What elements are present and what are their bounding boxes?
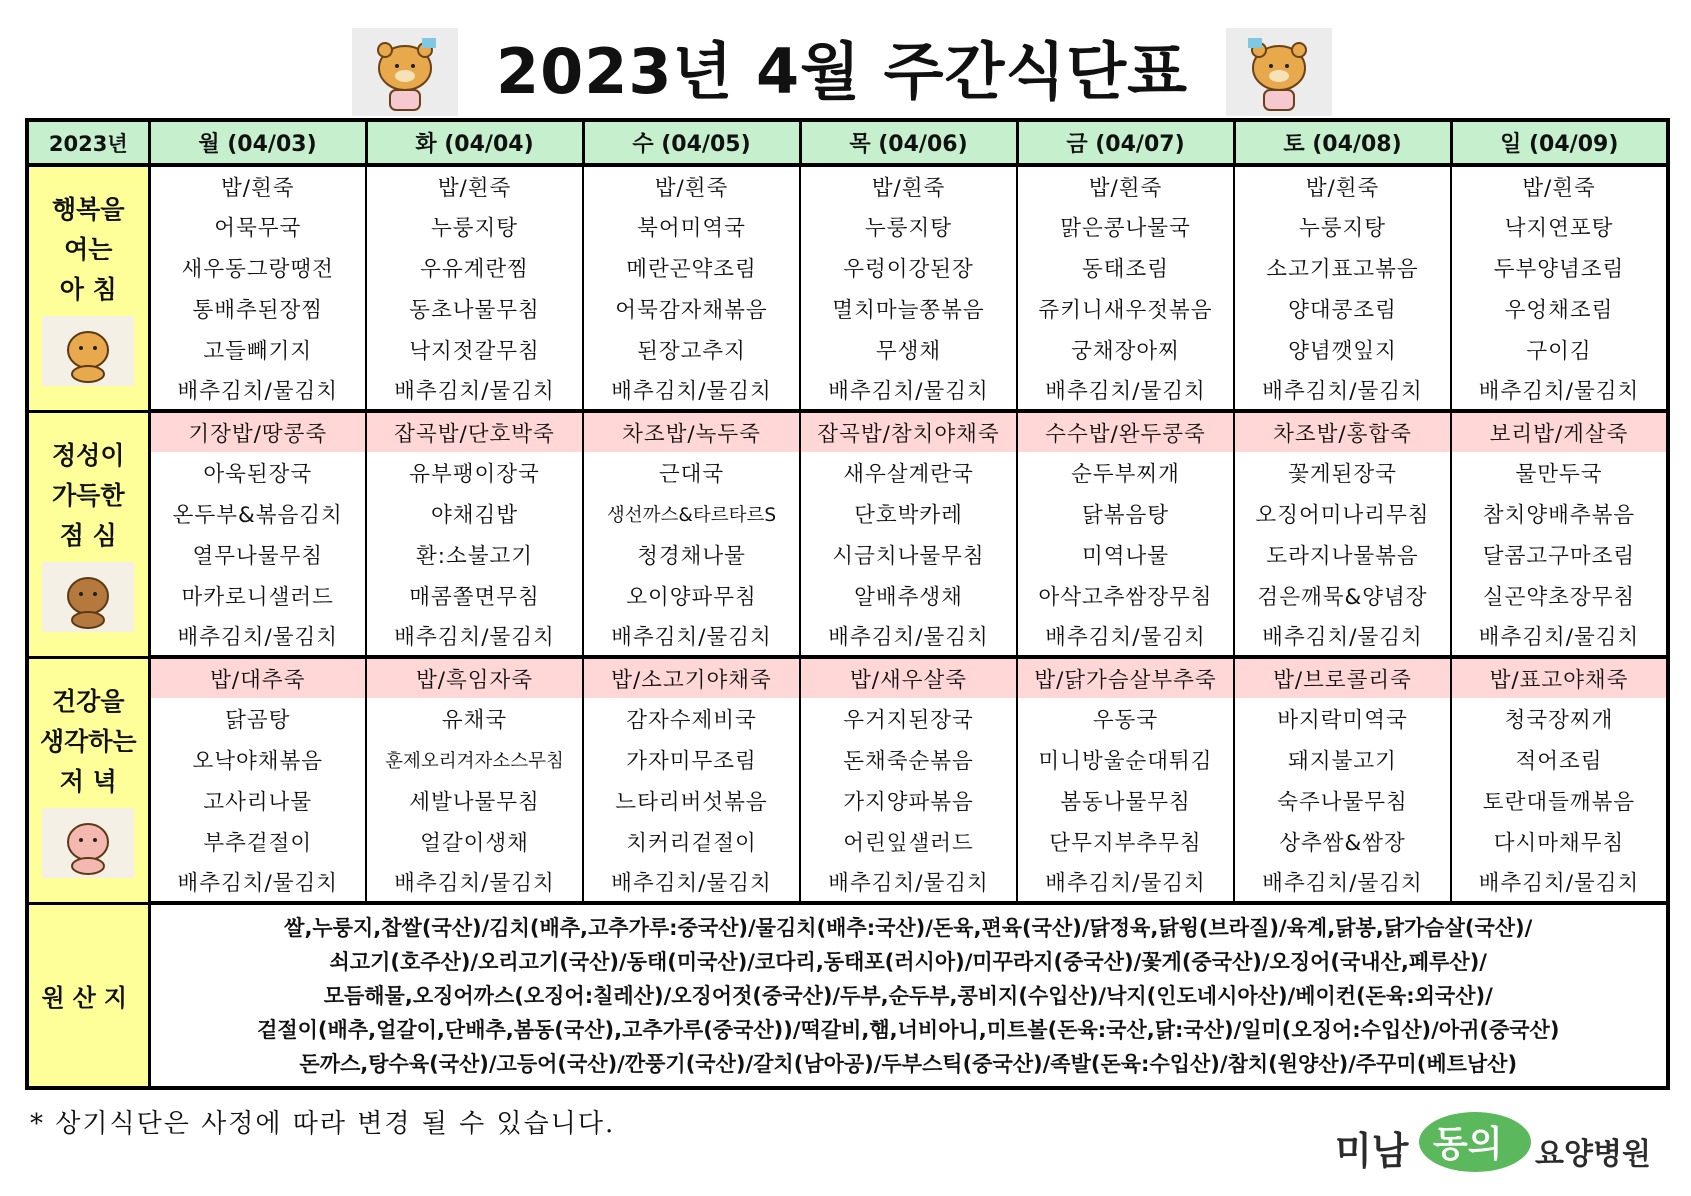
menu-item: 된장고추지 xyxy=(583,329,800,370)
menu-item: 배추김치/물김치 xyxy=(149,862,366,903)
menu-item: 우엉채조림 xyxy=(1451,288,1668,329)
menu-item: 적어조림 xyxy=(1451,739,1668,780)
meal-label-line: 가득한 xyxy=(52,481,125,510)
year-header: 2023년 xyxy=(27,120,149,165)
menu-item: 도라지나물볶음 xyxy=(1234,534,1451,575)
menu-item: 청국장찌개 xyxy=(1451,698,1668,739)
menu-item: 밥/흰죽 xyxy=(149,165,366,206)
menu-item: 순두부찌개 xyxy=(1017,452,1234,493)
menu-item: 새우살계란국 xyxy=(800,452,1017,493)
meal-label-dinner xyxy=(27,657,149,903)
menu-item: 배추김치/물김치 xyxy=(366,862,583,903)
meal-label-line: 생각하는 xyxy=(39,727,137,756)
origin-line: 겉절이(배추,얼갈이,단배추,봄동(국산),고추가루(중국산))/떡갈비,햄,너비아니,미트볼(돈육:국산,닭:국산)/일미(오징어:수입산)/아귀(중국산) xyxy=(257,1017,1560,1042)
menu-item: 밥/소고기야채죽 xyxy=(583,657,800,698)
menu-item: 배추김치/물김치 xyxy=(1234,862,1451,903)
menu-item: 달콤고구마조림 xyxy=(1451,534,1668,575)
menu-item: 근대국 xyxy=(583,452,800,493)
menu-item: 배추김치/물김치 xyxy=(1017,616,1234,657)
menu-row xyxy=(27,370,1668,411)
menu-item: 두부양념조림 xyxy=(1451,247,1668,288)
menu-item: 바지락미역국 xyxy=(1234,698,1451,739)
menu-item: 메란곤약조림 xyxy=(583,247,800,288)
menu-item: 유채국 xyxy=(366,698,583,739)
menu-item: 봄동나물무침 xyxy=(1017,780,1234,821)
menu-item: 밥/흰죽 xyxy=(1017,165,1234,206)
origin-line: 쇠고기(호주산)/오리고기(국산)/동태(미국산)/코다리,동태포(러시아)/미꾸라지(중국산)/꽃게(중국산)/오징어(국내산,페루산)/ xyxy=(329,949,1487,974)
menu-item: 무생채 xyxy=(800,329,1017,370)
menu-item: 오징어미나리무침 xyxy=(1234,493,1451,534)
origin-text xyxy=(149,903,1668,1088)
menu-item: 기장밥/땅콩죽 xyxy=(149,411,366,452)
menu-item: 야채김밥 xyxy=(366,493,583,534)
menu-item: 밥/새우살죽 xyxy=(800,657,1017,698)
menu-item: 단호박카레 xyxy=(800,493,1017,534)
menu-body xyxy=(27,165,1668,1088)
menu-item: 밥/표고야채죽 xyxy=(1451,657,1668,698)
menu-item: 어묵감자채볶음 xyxy=(583,288,800,329)
menu-row xyxy=(27,657,1668,698)
meal-label-line: 여는 xyxy=(64,235,113,265)
menu-item: 느타리버섯볶음 xyxy=(583,780,800,821)
menu-row xyxy=(27,165,1668,206)
menu-item: 배추김치/물김치 xyxy=(800,616,1017,657)
menu-item: 차조밥/녹두죽 xyxy=(583,411,800,452)
menu-item: 밥/닭가슴살부추죽 xyxy=(1017,657,1234,698)
day-header-row xyxy=(27,120,1668,165)
menu-item: 밥/흰죽 xyxy=(1451,165,1668,206)
menu-item: 배추김치/물김치 xyxy=(583,616,800,657)
menu-item: 아삭고추쌈장무침 xyxy=(1017,575,1234,616)
menu-item: 배추김치/물김치 xyxy=(1451,616,1668,657)
menu-item: 참치양배추볶음 xyxy=(1451,493,1668,534)
menu-item: 물만두국 xyxy=(1451,452,1668,493)
menu-item: 마카로니샐러드 xyxy=(149,575,366,616)
menu-item: 동초나물무침 xyxy=(366,288,583,329)
menu-row xyxy=(27,534,1668,575)
menu-item: 배추김치/물김치 xyxy=(1017,862,1234,903)
menu-item: 우거지된장국 xyxy=(800,698,1017,739)
menu-item: 구이김 xyxy=(1451,329,1668,370)
day-header: 화 (04/04) xyxy=(366,120,583,165)
menu-item: 얼갈이생채 xyxy=(366,821,583,862)
menu-item: 수수밥/완두콩죽 xyxy=(1017,411,1234,452)
weekly-menu-table xyxy=(25,118,1670,1090)
menu-row xyxy=(27,247,1668,288)
title-bar xyxy=(352,26,1332,118)
menu-item: 시금치나물무침 xyxy=(800,534,1017,575)
footnote: * 상기식단은 사정에 따라 변경 될 수 있습니다. xyxy=(30,1109,616,1139)
menu-item: 배추김치/물김치 xyxy=(1234,616,1451,657)
menu-row xyxy=(27,821,1668,862)
menu-item: 청경채나물 xyxy=(583,534,800,575)
menu-item: 배추김치/물김치 xyxy=(1017,370,1234,411)
menu-item: 닭볶음탕 xyxy=(1017,493,1234,534)
menu-item: 누룽지탕 xyxy=(1234,206,1451,247)
menu-item: 감자수제비국 xyxy=(583,698,800,739)
menu-item: 차조밥/홍합죽 xyxy=(1234,411,1451,452)
menu-item: 오낙야채볶음 xyxy=(149,739,366,780)
character-sticker-icon xyxy=(42,316,134,386)
menu-item: 꽃게된장국 xyxy=(1234,452,1451,493)
menu-item: 검은깨묵&양념장 xyxy=(1234,575,1451,616)
origin-line: 쌀,누룽지,찹쌀(국산)/김치(배추,고추가루:중국산)/물김치(배추:국산)/돈육,편육(국산)/닭정육,닭윙(브라질)/육계,닭봉,닭가슴살(국산)/ xyxy=(284,915,1533,940)
menu-item: 맑은콩나물국 xyxy=(1017,206,1234,247)
meal-label-line: 건강을 xyxy=(52,687,125,716)
menu-item: 궁채장아찌 xyxy=(1017,329,1234,370)
menu-item: 열무나물무침 xyxy=(149,534,366,575)
menu-item: 아욱된장국 xyxy=(149,452,366,493)
menu-item: 배추김치/물김치 xyxy=(1234,370,1451,411)
menu-item: 오이양파무침 xyxy=(583,575,800,616)
meal-label-line: 저 녁 xyxy=(59,767,117,796)
menu-item: 닭곰탕 xyxy=(149,698,366,739)
character-sticker-icon xyxy=(42,562,134,632)
menu-item: 배추김치/물김치 xyxy=(800,370,1017,411)
menu-item: 토란대들깨볶음 xyxy=(1451,780,1668,821)
meal-label-breakfast xyxy=(27,165,149,411)
svg-text:동의: 동의 xyxy=(1433,1124,1503,1165)
menu-item: 알배추생채 xyxy=(800,575,1017,616)
day-header: 수 (04/05) xyxy=(583,120,800,165)
menu-item: 우동국 xyxy=(1017,698,1234,739)
menu-item: 밥/대추죽 xyxy=(149,657,366,698)
menu-row xyxy=(27,698,1668,739)
menu-item: 실곤약초장무침 xyxy=(1451,575,1668,616)
menu-item: 배추김치/물김치 xyxy=(366,370,583,411)
menu-item: 배추김치/물김치 xyxy=(149,616,366,657)
menu-item: 어린잎샐러드 xyxy=(800,821,1017,862)
menu-row xyxy=(27,575,1668,616)
menu-item: 우렁이강된장 xyxy=(800,247,1017,288)
menu-item: 배추김치/물김치 xyxy=(583,370,800,411)
menu-item: 생선까스&타르타르S xyxy=(583,493,800,534)
menu-item: 온두부&볶음김치 xyxy=(149,493,366,534)
menu-item: 배추김치/물김치 xyxy=(583,862,800,903)
day-header: 일 (04/09) xyxy=(1451,120,1668,165)
menu-item: 낙지연포탕 xyxy=(1451,206,1668,247)
menu-item: 양념깻잎지 xyxy=(1234,329,1451,370)
menu-item: 통배추된장찜 xyxy=(149,288,366,329)
menu-item: 밥/흰죽 xyxy=(1234,165,1451,206)
meal-label-line: 정성이 xyxy=(52,441,125,470)
origin-line: 모듬해물,오징어까스(오징어:칠레산)/오징어젓(중국산)/두부,순두부,콩비지(수입산)/낙지(인도네시아산)/베이컨(돈육:외국산)/ xyxy=(323,983,1493,1008)
menu-item: 배추김치/물김치 xyxy=(1451,370,1668,411)
svg-text:요양병원: 요양병원 xyxy=(1535,1137,1651,1172)
page-title: 2023년 4월 주간식단표 xyxy=(495,35,1189,108)
origin-row xyxy=(27,903,1668,1088)
menu-item: 누룽지탕 xyxy=(366,206,583,247)
menu-item: 가자미무조림 xyxy=(583,739,800,780)
menu-item: 배추김치/물김치 xyxy=(1451,862,1668,903)
menu-item: 고사리나물 xyxy=(149,780,366,821)
menu-item: 숙주나물무침 xyxy=(1234,780,1451,821)
menu-item: 배추김치/물김치 xyxy=(366,616,583,657)
menu-item: 밥/흰죽 xyxy=(800,165,1017,206)
menu-item: 양대콩조림 xyxy=(1234,288,1451,329)
menu-item: 누룽지탕 xyxy=(800,206,1017,247)
menu-row xyxy=(27,206,1668,247)
menu-row xyxy=(27,452,1668,493)
menu-item: 우유계란찜 xyxy=(366,247,583,288)
menu-row xyxy=(27,288,1668,329)
bear-mascot-icon xyxy=(1226,28,1332,116)
menu-row xyxy=(27,493,1668,534)
menu-item: 가지양파볶음 xyxy=(800,780,1017,821)
menu-item: 새우동그랑땡전 xyxy=(149,247,366,288)
bear-mascot-icon xyxy=(352,28,458,116)
day-header: 목 (04/06) xyxy=(800,120,1017,165)
menu-item: 소고기표고볶음 xyxy=(1234,247,1451,288)
menu-item: 멸치마늘쫑볶음 xyxy=(800,288,1017,329)
meal-label-lunch xyxy=(27,411,149,657)
menu-item: 쥬키니새우젓볶음 xyxy=(1017,288,1234,329)
menu-row xyxy=(27,862,1668,903)
menu-item: 환:소불고기 xyxy=(366,534,583,575)
menu-item: 배추김치/물김치 xyxy=(800,862,1017,903)
menu-item: 밥/흑임자죽 xyxy=(366,657,583,698)
menu-item: 유부팽이장국 xyxy=(366,452,583,493)
day-header: 월 (04/03) xyxy=(149,120,366,165)
character-sticker-icon xyxy=(42,808,134,878)
menu-row xyxy=(27,780,1668,821)
menu-item: 북어미역국 xyxy=(583,206,800,247)
day-header: 토 (04/08) xyxy=(1234,120,1451,165)
menu-item: 낙지젓갈무침 xyxy=(366,329,583,370)
menu-row xyxy=(27,616,1668,657)
menu-item: 부추겉절이 xyxy=(149,821,366,862)
meal-label-line: 아 침 xyxy=(59,275,117,305)
menu-item: 배추김치/물김치 xyxy=(149,370,366,411)
meal-label-line: 점 심 xyxy=(59,521,117,550)
menu-item: 치커리겉절이 xyxy=(583,821,800,862)
svg-text:미남: 미남 xyxy=(1335,1129,1409,1173)
menu-item: 돈채죽순볶음 xyxy=(800,739,1017,780)
menu-item: 고들빼기지 xyxy=(149,329,366,370)
origin-line: 돈까스,탕수육(국산)/고등어(국산)/깐풍기(국산)/갈치(남아공)/두부스틱(중국산)/족발(돈육:수입산)/참치(원양산)/주꾸미(베트남산) xyxy=(299,1051,1518,1076)
menu-item: 매콤쫄면무침 xyxy=(366,575,583,616)
menu-item: 밥/브로콜리죽 xyxy=(1234,657,1451,698)
menu-item: 어묵무국 xyxy=(149,206,366,247)
day-header: 금 (04/07) xyxy=(1017,120,1234,165)
menu-item: 밥/흰죽 xyxy=(583,165,800,206)
hospital-logo xyxy=(1335,1098,1665,1178)
menu-item: 보리밥/게살죽 xyxy=(1451,411,1668,452)
menu-item: 밥/흰죽 xyxy=(366,165,583,206)
menu-item: 미니방울순대튀김 xyxy=(1017,739,1234,780)
menu-item: 상추쌈&쌈장 xyxy=(1234,821,1451,862)
meal-label-line: 행복을 xyxy=(52,195,125,225)
menu-item: 세발나물무침 xyxy=(366,780,583,821)
origin-label: 원산지 xyxy=(27,903,149,1088)
menu-item: 잡곡밥/단호박죽 xyxy=(366,411,583,452)
menu-row xyxy=(27,739,1668,780)
menu-item: 훈제오리겨자소스무침 xyxy=(366,739,583,780)
menu-item: 미역나물 xyxy=(1017,534,1234,575)
menu-item: 동태조림 xyxy=(1017,247,1234,288)
menu-row xyxy=(27,329,1668,370)
menu-item: 돼지불고기 xyxy=(1234,739,1451,780)
menu-row xyxy=(27,411,1668,452)
menu-item: 단무지부추무침 xyxy=(1017,821,1234,862)
menu-item: 잡곡밥/참치야채죽 xyxy=(800,411,1017,452)
menu-item: 다시마채무침 xyxy=(1451,821,1668,862)
